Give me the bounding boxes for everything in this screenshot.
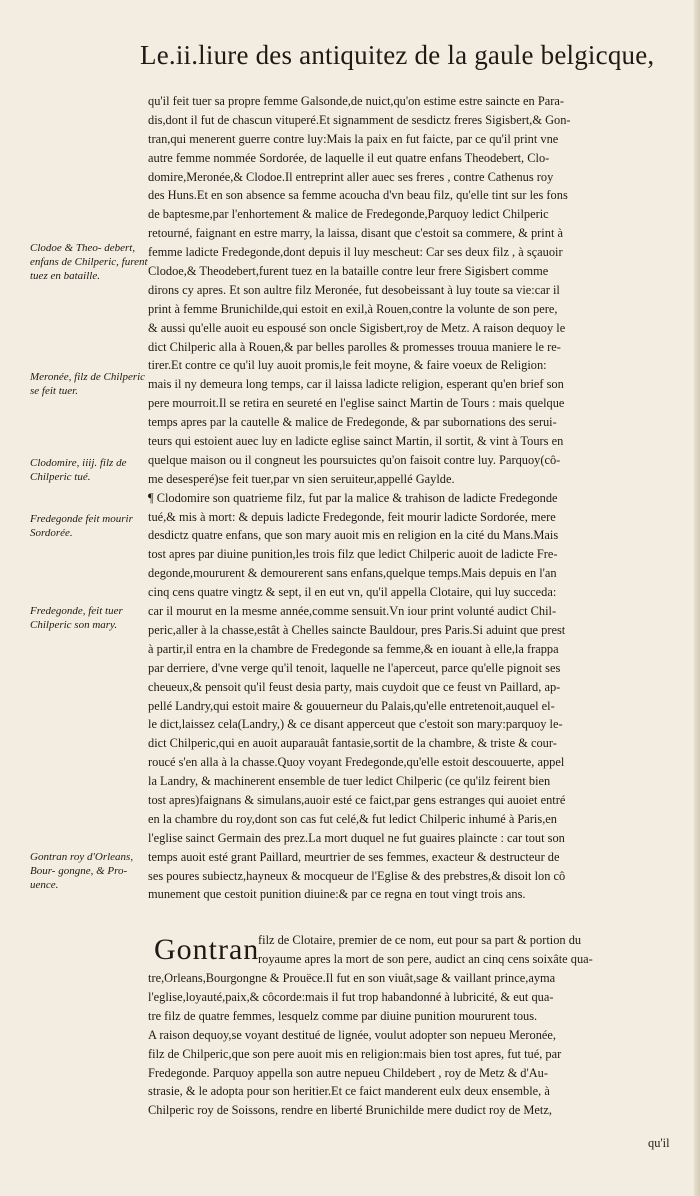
text-line: dirons cy apres. Et son aultre filz Meronée, fut desobeissant à luy toute sa vie:car il bbox=[148, 282, 560, 297]
text-line: des Huns.Et en son absence sa femme acoucha d'vn beau filz, qu'elle tint sur les fons bbox=[148, 188, 568, 203]
text-line: quelque maison ou il congneut les poursuictes qu'on faisoit contre luy. Parquoy(cô- bbox=[148, 452, 561, 467]
margin-note: Fredegonde, feit tuer Chilperic son mary. bbox=[30, 605, 123, 632]
text-line: print à femme Brunichilde,qui estoit en exil,à Rouen,contre la volunte de son pere, bbox=[148, 301, 558, 316]
text-section-gontran bbox=[148, 969, 678, 1120]
main-text bbox=[148, 92, 678, 1120]
text-line: pellé Landry,qui estoit maire & gouuerneur du Palais,qu'elle entretenoit,auquel el- bbox=[148, 698, 555, 713]
text-line: royaume apres la mort de son pere, audict an cinq cens soixâte qua- bbox=[258, 952, 593, 967]
text-line: dict Chilperic,qui en auoit auparauât fantasie,sortit de la chambre, & triste & cour- bbox=[148, 736, 557, 751]
gontran-opening bbox=[148, 931, 678, 969]
text-line: & aussi qu'elle auoit eu espousé son oncle Sigisbert,roy de Metz. A raison dequoy le bbox=[148, 320, 566, 335]
text-line: tirer.Et contre ce qu'il luy auoit promis,le feit moyne, & faire voeux de Religion: bbox=[148, 358, 547, 373]
text-line: de baptesme,par l'enhortement & malice de Fredegonde,Parquoy ledict Chilperic bbox=[148, 207, 549, 222]
text-line: dis,dont il fut de chascun vituperé.Et signamment de sesdictz freres Sigisbert,& Gon- bbox=[148, 112, 571, 127]
text-line: pere mourroit.Il se retira en seureté en l'eglise sainct Martin de Tours : mais quelque bbox=[148, 396, 565, 411]
text-line: temps auoit esté grant Paillard, meurtrier de ses femmes, exacteur & destructeur de bbox=[148, 849, 560, 864]
text-line: filz de Chilperic,que son pere auoit mis en religion:mais bien tost apres, fut tué, par bbox=[148, 1046, 562, 1061]
text-line: strasie, & le adopta pour son heritier.Et ce faict manderent eulx deux ensemble, à bbox=[148, 1084, 550, 1099]
text-line: filz de Clotaire, premier de ce nom, eut pour sa part & portion du bbox=[258, 933, 582, 948]
text-line: Fredegonde. Parquoy appella son autre nepueu Childebert , roy de Metz & d'Au- bbox=[148, 1065, 548, 1080]
text-line: à partir,il entra en la chambre de Fredegonde sa femme,& en iouant à elle,la frappa bbox=[148, 641, 559, 656]
text-line: par derriere, d'vne verge qu'il tenoit, laquelle ne l'aperceut, parce qu'elle pignoit ses bbox=[148, 660, 561, 675]
text-line: tran,qui menerent guerre contre luy:Mais la paix en fut faicte, par ce qu'il print vne bbox=[148, 131, 559, 146]
text-line: en la chambre du roy,dont son cas fut celé,& fut ledict Chilperic inhumé à Paris,en bbox=[148, 811, 557, 826]
margin-note: Clodomire, iiij. filz de Chilperic tué. bbox=[30, 457, 127, 484]
text-line: teurs qui estoient auec luy en ladicte eglise sainct Martin, il sortit, & vint à Tours en bbox=[148, 434, 564, 449]
text-line: domire,Meronée,& Clodoe.Il entreprint aller auec ses freres , contre Cathenus roy bbox=[148, 169, 554, 184]
text-line: tost apres)faignans & simulans,auoir esté ce faict,par gens estranges qui auoiet entré bbox=[148, 792, 566, 807]
text-line: munement que cestoit punition diuine:& par ce regna en tout vingt trois ans. bbox=[148, 887, 526, 902]
running-head: Le.ii.liure des antiquitez de la gaule belgicque, bbox=[140, 40, 655, 70]
text-line: le dict,laissez cela(Landry,) & ce disant apperceut que c'estoit son mary:parquoy le- bbox=[148, 717, 563, 732]
drop-cap-heading: Gontran bbox=[154, 933, 260, 967]
text-line: cinq cens quatre vingtz & sept, il en eut vn, qu'il appella Clotaire, qui luy succeda: bbox=[148, 585, 557, 600]
text-line: roucé s'en alla à la chasse.Quoy voyant Fredegonde,qu'elle estoit descouuerte, appel bbox=[148, 755, 565, 770]
text-line: me desesperé)se feit tuer,par vn sien seruiteur,appellé Gaylde. bbox=[148, 471, 455, 486]
text-line: dict Chilperic alla à Rouen,& par belles parolles & promesses trouua maniere le re- bbox=[148, 339, 561, 354]
text-line: peric,aller à la chasse,estât à Chelles saincte Bauldour, pres Paris.Si aduint que prest bbox=[148, 622, 566, 637]
text-line: desdictz quatre enfans, que son mary auoit mis en religion en la cité du Mans.Mais bbox=[148, 528, 559, 543]
margin-note: Gontran roy d'Orleans, Bour- gongne, & Pro- uence. bbox=[30, 851, 134, 892]
text-line: femme ladicte Fredegonde,dont depuis il luy mescheut: Car ses deux filz , à sçauoir bbox=[148, 245, 563, 260]
text-line: la Landry, & machinerent ensemble de tuer ledict Chilperic (ce qu'ilz feirent bien bbox=[148, 774, 551, 789]
text-line: autre femme nommée Sordorée, de laquelle il eut quatre enfans Theodebert, Clo- bbox=[148, 150, 550, 165]
text-line: tost apres par diuine punition,les trois filz que ledict Chilperic auoit de ladicte Fre- bbox=[148, 547, 558, 562]
catchword: qu'il bbox=[648, 1136, 670, 1150]
text-line: l'eglise sainct Germain des prez.La mort duquel ne fut guaires plaincte : car tout son bbox=[148, 830, 565, 845]
text-line: Clodoe,& Theodebert,furent tuez en la bataille contre leur frere Sigisbert comme bbox=[148, 264, 549, 279]
margin-note: Meronée, filz de Chilperic se feit tuer. bbox=[30, 371, 146, 398]
text-line: ¶ Clodomire son quatrieme filz, fut par la malice & trahison de ladicte Fredegonde bbox=[148, 490, 558, 505]
margin-note: Fredegonde feit mourir Sordorée. bbox=[30, 513, 133, 540]
section-gap bbox=[148, 904, 678, 931]
text-line: retourné, faignant en estre marry, la laissa, disant que c'estoit sa commere, & print à bbox=[148, 226, 563, 241]
text-line: tre,Orleans,Bourgongne & Prouëce.Il fut en son viuât,sage & vaillant prince,ayma bbox=[148, 971, 556, 986]
page-edge bbox=[694, 0, 700, 1196]
text-line: l'eglise,loyauté,paix,& côcorde:mais il fut trop habandonné à lubricité, & eut qua- bbox=[148, 989, 554, 1004]
text-section-chilperic bbox=[148, 92, 678, 904]
text-line: A raison dequoy,se voyant destitué de lignée, voulut adopter son nepueu Meronée, bbox=[148, 1027, 556, 1042]
margin-note: Clodoe & Theo- debert, enfans de Chilperic, furent tuez en bataille. bbox=[30, 242, 148, 283]
text-line: car il mourut en la mesme année,comme sensuit.Vn iour print volunté audict Chil- bbox=[148, 604, 557, 619]
text-line: temps apres par la cautelle & malice de Fredegonde, & par subornations des serui- bbox=[148, 415, 557, 430]
text-line: tué,& mis à mort: & depuis ladicte Fredegonde, feit mourir ladicte Sordorée, mere bbox=[148, 509, 556, 524]
text-line: degonde,moururent & demourerent sans enfans,quelque temps.Mais depuis en l'an bbox=[148, 566, 557, 581]
text-line: cheueux,& pensoit qu'il feust desia party, mais cuydoit que ce feust vn Paillard, ap- bbox=[148, 679, 561, 694]
text-line: mais il ny demeura long temps, car il laissa ladicte religion, esperant qu'en brief son bbox=[148, 377, 564, 392]
text-line: ses poures subiectz,hayneux & mocqueur de l'Eglise & des prebstres,& disoit lon cô bbox=[148, 868, 566, 883]
text-line: Chilperic roy de Soissons, rendre en liberté Brunichilde mere dudict roy de Metz, bbox=[148, 1103, 552, 1118]
text-line: tre filz de quatre femmes, lesquelz comme par diuine punition moururent tous. bbox=[148, 1008, 538, 1023]
text-line: qu'il feit tuer sa propre femme Galsonde,de nuict,qu'on estime estre saincte en Para- bbox=[148, 94, 564, 108]
